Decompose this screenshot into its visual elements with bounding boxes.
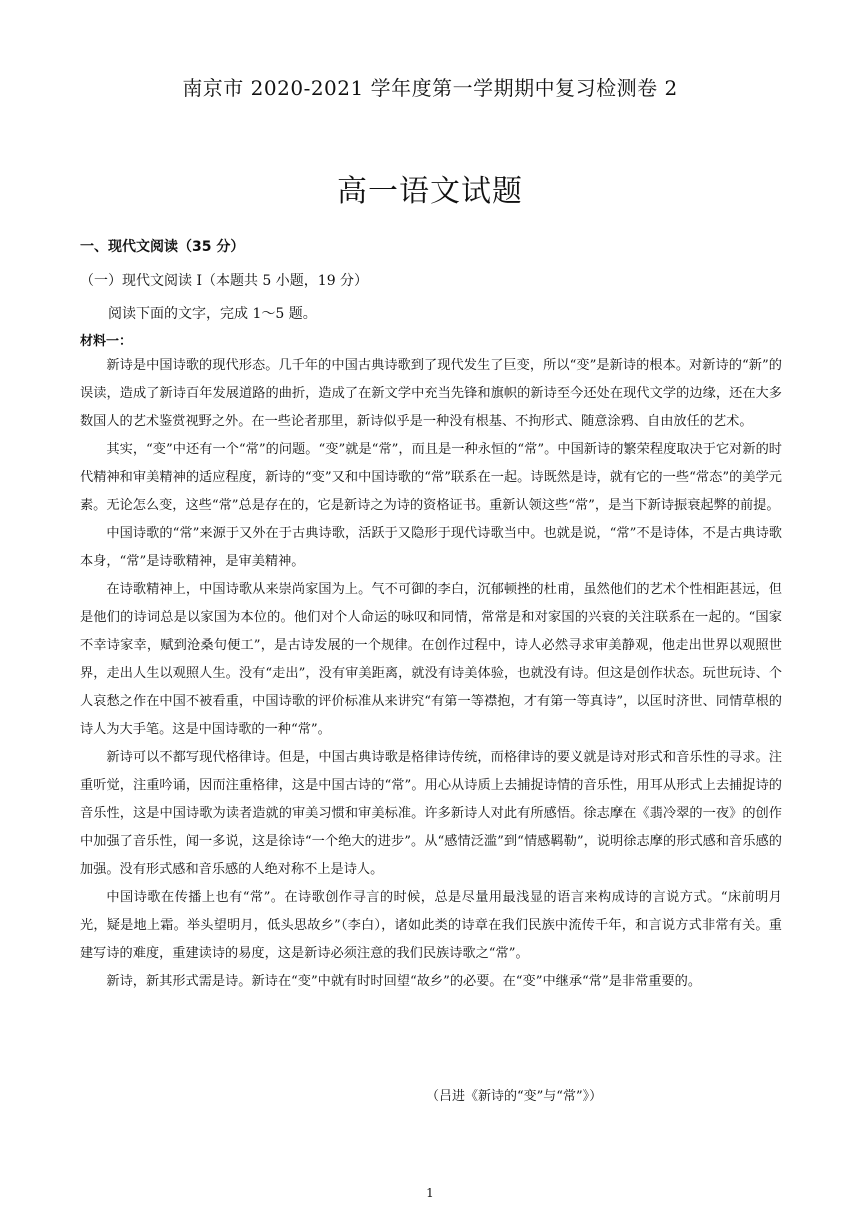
page-number: 1 (426, 1186, 434, 1200)
paragraph: 新诗，新其形式需是诗。新诗在“变”中就有时时回望“故乡”的必要。在“变”中继承“常”是非常重要的。 (106, 974, 702, 989)
subsection-heading: （一）现代文阅读 I（本题共 5 小题，19 分） (80, 273, 369, 289)
instruction-text: 阅读下面的文字，完成 1～5 题。 (108, 306, 317, 322)
page-title: 高一语文试题 (337, 174, 523, 209)
article-body (80, 352, 782, 996)
paragraph: 中国诗歌在传播上也有“常”。在诗歌创作寻言的时候，总是尽量用最浅显的语言来构成诗的言说方式。“床前明月光，疑是地上霜。举头望明月，低头思故乡”（李白），诸如此类的诗章在我们民族中流传千年，和言说方式非常有关。重建写诗的难度，重建读诗的易度，这是新诗必须注意的我们民族诗歌之“常”。 (80, 890, 782, 961)
paragraph: 其实，“变”中还有一个“常”的问题。“变”就是“常”，而且是一种永恒的“常”。中国新诗的繁荣程度取决于它对新的时代精神和审美精神的适应程度，新诗的“变”又和中国诗歌的“常”联系在一起。诗既然是诗，就有它的一些“常态”的美学元素。无论怎么变，这些“常”总是存在的，它是新诗之为诗的资格证书。重新认领这些“常”，是当下新诗振衰起弊的前提。 (80, 442, 782, 513)
material-label: 材料一： (80, 334, 133, 349)
exam-header: 南京市 2020-2021 学年度第一学期期中复习检测卷 2 (182, 76, 678, 100)
paragraph: 在诗歌精神上，中国诗歌从来崇尚家国为上。气不可御的李白，沉郁顿挫的杜甫，虽然他们的艺术个性相距甚远，但是他们的诗词总是以家国为本位的。他们对个人命运的咏叹和同情，常常是和对家国的兴衰的关注联系在一起的。“国家不幸诗家幸，赋到沧桑句便工”，是古诗发展的一个规律。在创作过程中，诗人必然寻求审美静观，他走出世界以观照世界，走出人生以观照人生。没有“走出”，没有审美距离，就没有诗美体验，也就没有诗。但这是创作状态。玩世玩诗、个人哀愁之作在中国不被看重，中国诗歌的评价标准从来讲究“有第一等襟抱，才有第一等真诗”，以匡时济世、同情草根的诗人为大手笔。这是中国诗歌的一种“常”。 (80, 582, 782, 737)
paragraph: 新诗是中国诗歌的现代形态。几千年的中国古典诗歌到了现代发生了巨变，所以“变”是新诗的根本。对新诗的“新”的误读，造成了新诗百年发展道路的曲折，造成了在新文学中充当先锋和旗帜的新诗至今还处在现代文学的边缘，还在大多数国人的艺术鉴赏视野之外。在一些论者那里，新诗似乎是一种没有根基、不拘形式、随意涂鸦、自由放任的艺术。 (80, 358, 782, 429)
source-citation: （吕进《新诗的“变”与“常”》） (426, 1089, 603, 1104)
paragraph: 中国诗歌的“常”来源于又外在于古典诗歌，活跃于又隐形于现代诗歌当中。也就是说，“常”不是诗体，不是古典诗歌本身，“常”是诗歌精神，是审美精神。 (80, 526, 782, 569)
paragraph: 新诗可以不都写现代格律诗。但是，中国古典诗歌是格律诗传统，而格律诗的要义就是诗对形式和音乐性的寻求。注重听觉，注重吟诵，因而注重格律，这是中国古诗的“常”。用心从诗质上去捕捉诗情的音乐性，用耳从形式上去捕捉诗的音乐性，这是中国诗歌为读者造就的审美习惯和审美标准。许多新诗人对此有所感悟。徐志摩在《翡冷翠的一夜》的创作中加强了音乐性，闻一多说，这是徐诗“一个绝大的进步”。从“感情泛滥”到“情感羁勒”，说明徐志摩的形式感和音乐感的加强。没有形式感和音乐感的人绝对称不上是诗人。 (80, 750, 782, 877)
section-heading: 一、现代文阅读（35 分） (80, 239, 245, 255)
